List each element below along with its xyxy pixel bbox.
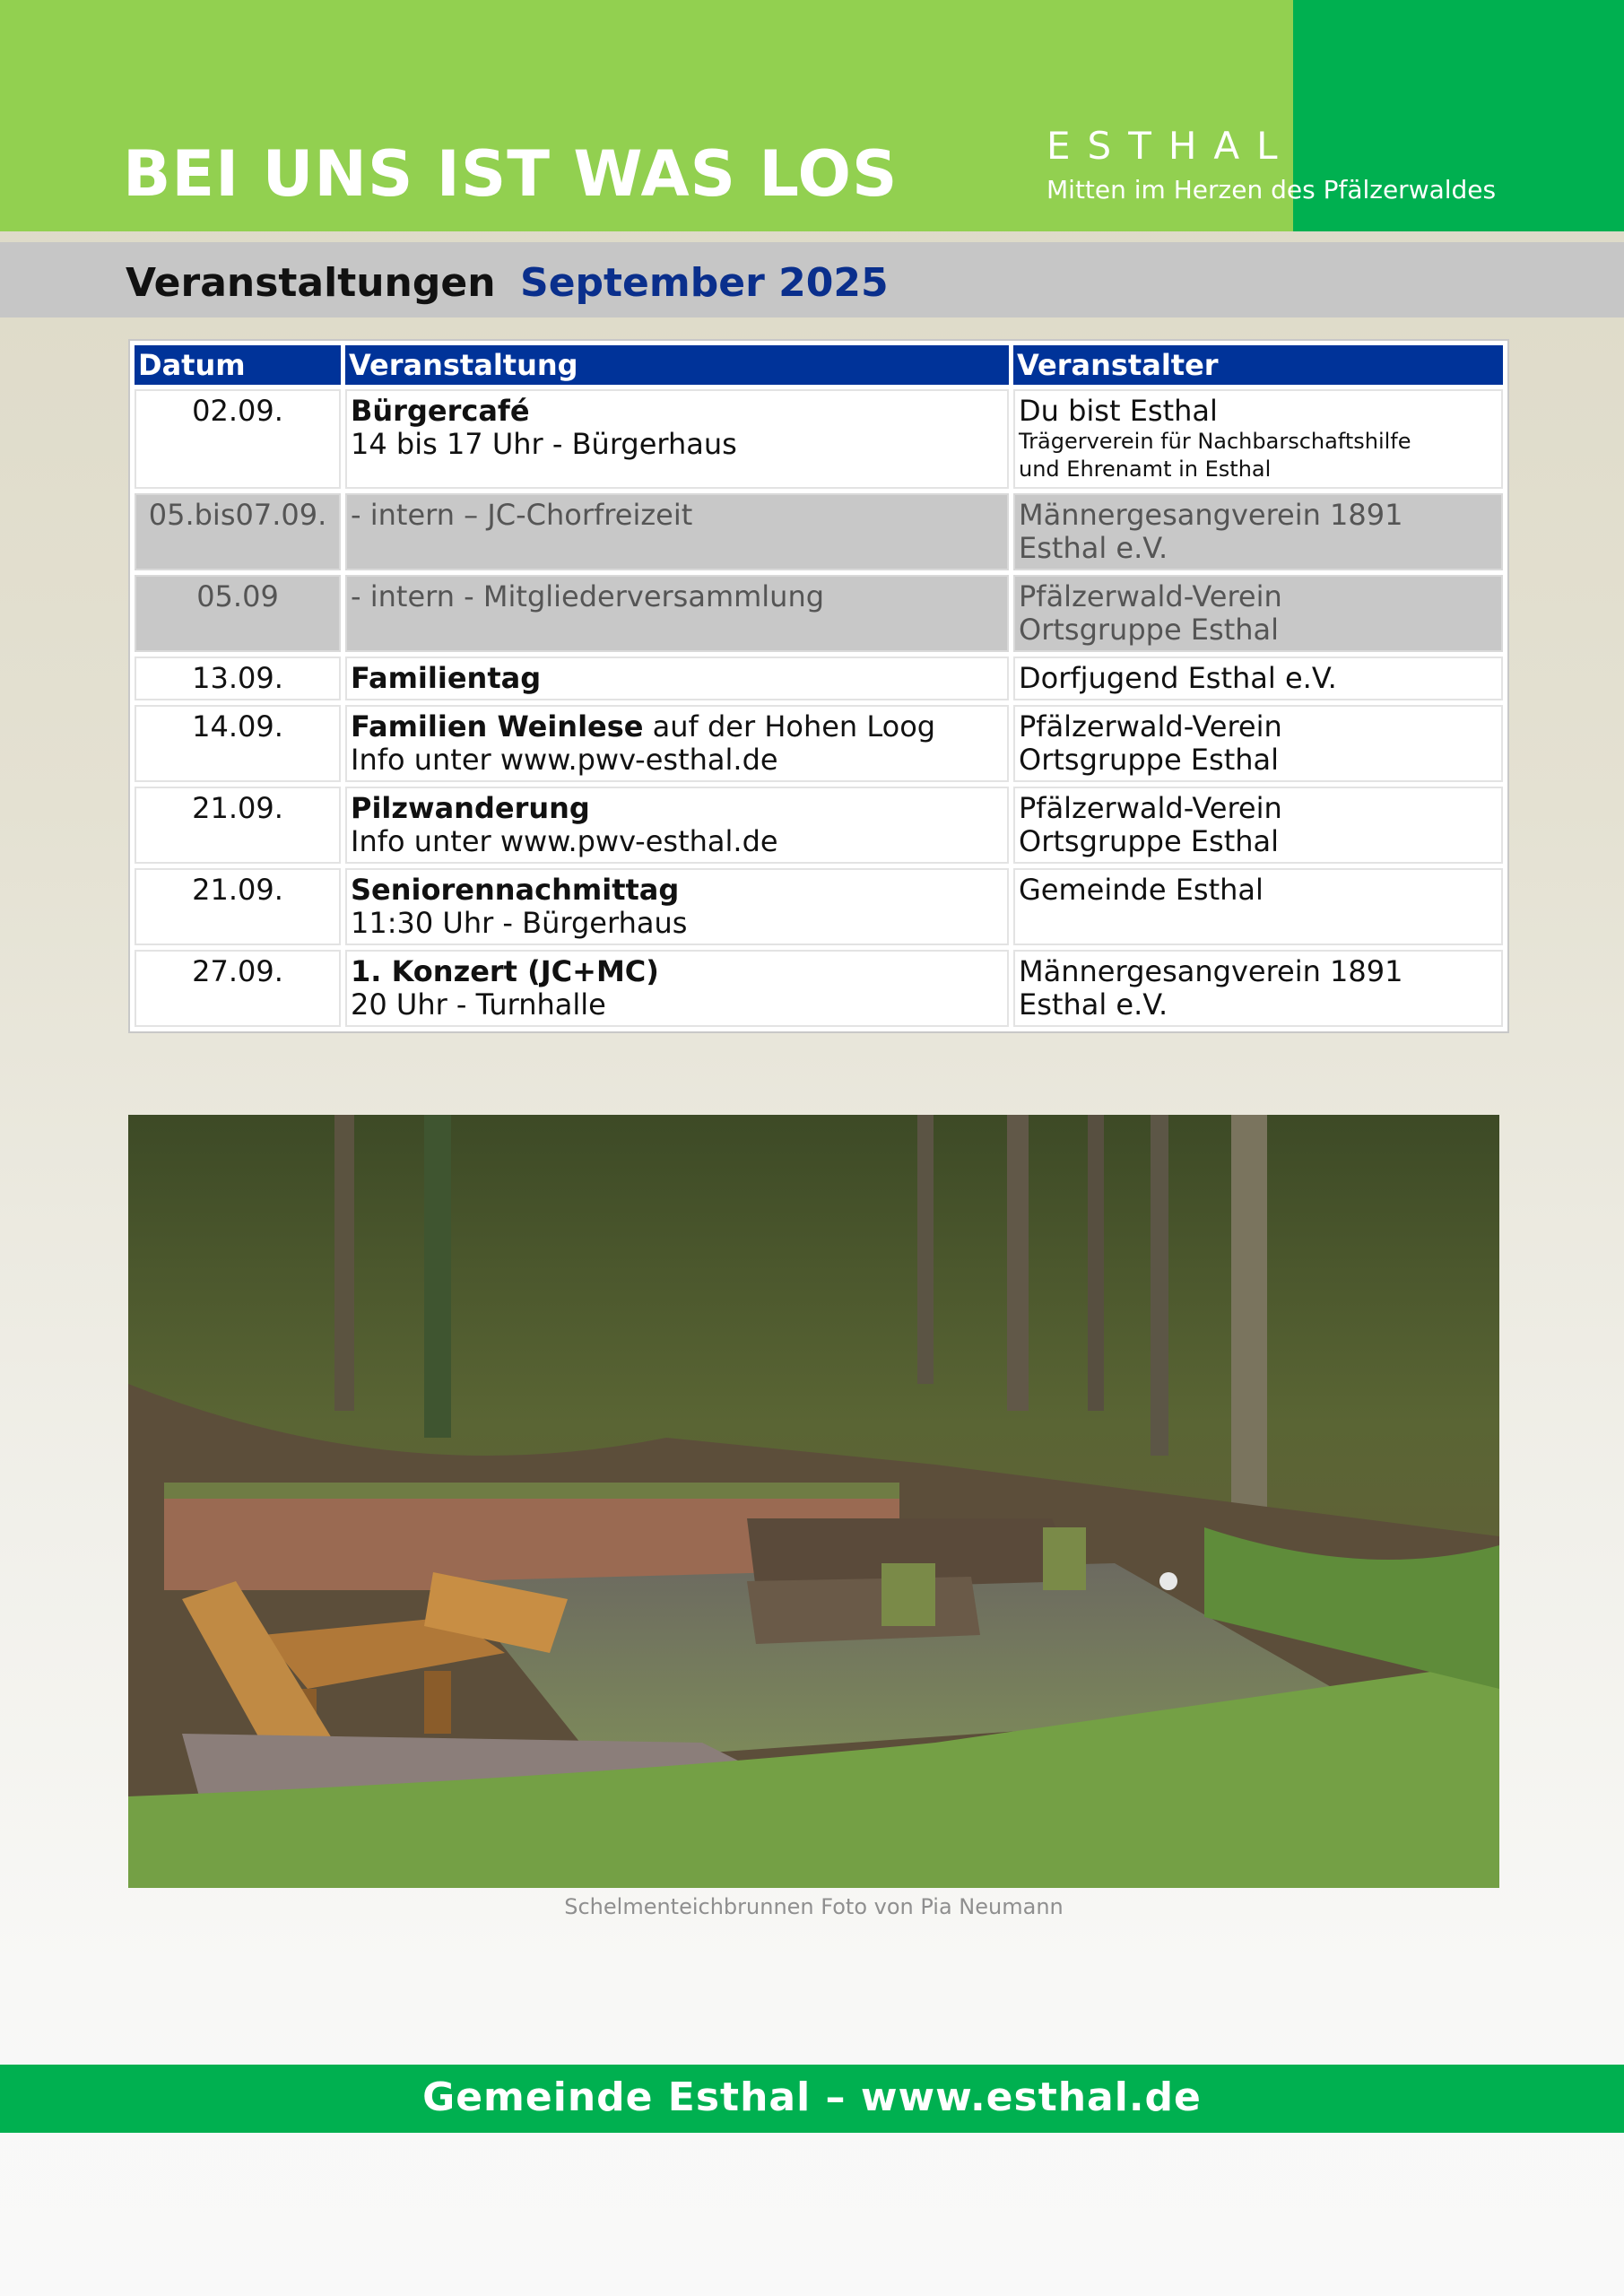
event-date: 14.09. [135, 705, 341, 782]
event-title: Familien Weinlese [351, 709, 644, 744]
event-title: Pilzwanderung [351, 791, 590, 825]
event-title: - intern – JC-Chorfreizeit [351, 498, 693, 532]
event-cell [345, 705, 1009, 782]
event-title: Familientag [351, 661, 542, 695]
table-row [135, 493, 1503, 570]
table-row [135, 787, 1503, 864]
organizer-cell [1013, 389, 1503, 489]
organizer-cell [1013, 868, 1503, 945]
organizer-cell [1013, 493, 1503, 570]
organizer-subline: und Ehrenamt in Esthal [1019, 457, 1272, 482]
organizer-cell [1013, 787, 1503, 864]
organizer-cell [1013, 575, 1503, 652]
brand-name: ESTHAL [1046, 124, 1295, 168]
table-row [135, 950, 1503, 1027]
organizer-subline: Trägerverein für Nachbarschaftshilfe [1019, 429, 1411, 454]
fountain-photo [128, 1115, 1499, 1888]
event-date: 02.09. [135, 389, 341, 489]
event-date: 05.09 [135, 575, 341, 652]
event-cell [345, 389, 1009, 489]
events-table [128, 339, 1509, 1033]
event-cell [345, 493, 1009, 570]
page-title: BEI UNS IST WAS LOS [123, 137, 899, 211]
organizer-name: Pfälzerwald-Verein [1019, 791, 1282, 825]
photo-caption: Schelmenteichbrunnen Foto von Pia Neumann [564, 1894, 1064, 1919]
organizer-cell [1013, 950, 1503, 1027]
organizer-name: Du bist Esthal [1019, 394, 1218, 428]
event-title-suffix: auf der Hohen Loog [643, 709, 936, 744]
event-title: Bürgercafé [351, 394, 530, 428]
fountain-photo-illustration [128, 1115, 1499, 1888]
event-date: 13.09. [135, 657, 341, 700]
organizer-subline: Esthal e.V. [1019, 531, 1168, 565]
event-title: 1. Konzert (JC+MC) [351, 954, 659, 988]
organizer-subline: Ortsgruppe Esthal [1019, 824, 1280, 858]
event-date: 21.09. [135, 868, 341, 945]
organizer-subline: Ortsgruppe Esthal [1019, 613, 1280, 647]
column-header-event: Veranstaltung [345, 345, 1009, 385]
organizer-cell [1013, 657, 1503, 700]
event-title: - intern - Mitgliederversammlung [351, 579, 825, 613]
event-detail: Info unter www.pwv-esthal.de [351, 824, 778, 858]
event-title: Seniorennachmittag [351, 873, 680, 907]
event-cell [345, 787, 1009, 864]
section-label: Veranstaltungen [126, 260, 496, 306]
event-detail: 14 bis 17 Uhr - Bürgerhaus [351, 427, 737, 461]
table-row [135, 389, 1503, 489]
footer-text: Gemeinde Esthal – www.esthal.de [422, 2074, 1202, 2120]
brand-tagline: Mitten im Herzen des Pfälzerwaldes [1046, 175, 1497, 204]
section-month: September 2025 [520, 260, 889, 306]
table-row [135, 868, 1503, 945]
table-header-row [135, 345, 1503, 385]
event-date: 27.09. [135, 950, 341, 1027]
table-row [135, 657, 1503, 700]
event-detail: 20 Uhr - Turnhalle [351, 987, 606, 1022]
event-cell [345, 950, 1009, 1027]
table-row [135, 705, 1503, 782]
event-detail: 11:30 Uhr - Bürgerhaus [351, 906, 688, 940]
event-date: 05.bis07.09. [135, 493, 341, 570]
event-cell [345, 575, 1009, 652]
event-detail: Info unter www.pwv-esthal.de [351, 743, 778, 777]
event-cell [345, 868, 1009, 945]
table-row [135, 575, 1503, 652]
column-header-organizer: Veranstalter [1013, 345, 1503, 385]
event-date: 21.09. [135, 787, 341, 864]
organizer-subline: Ortsgruppe Esthal [1019, 743, 1280, 777]
organizer-name: Pfälzerwald-Verein [1019, 709, 1282, 744]
organizer-subline: Esthal e.V. [1019, 987, 1168, 1022]
column-header-date: Datum [135, 345, 341, 385]
organizer-name: Gemeinde Esthal [1019, 873, 1264, 907]
organizer-name: Männergesangverein 1891 [1019, 498, 1403, 532]
organizer-cell [1013, 705, 1503, 782]
organizer-name: Dorfjugend Esthal e.V. [1019, 661, 1337, 695]
organizer-name: Männergesangverein 1891 [1019, 954, 1403, 988]
organizer-name: Pfälzerwald-Verein [1019, 579, 1282, 613]
event-cell [345, 657, 1009, 700]
